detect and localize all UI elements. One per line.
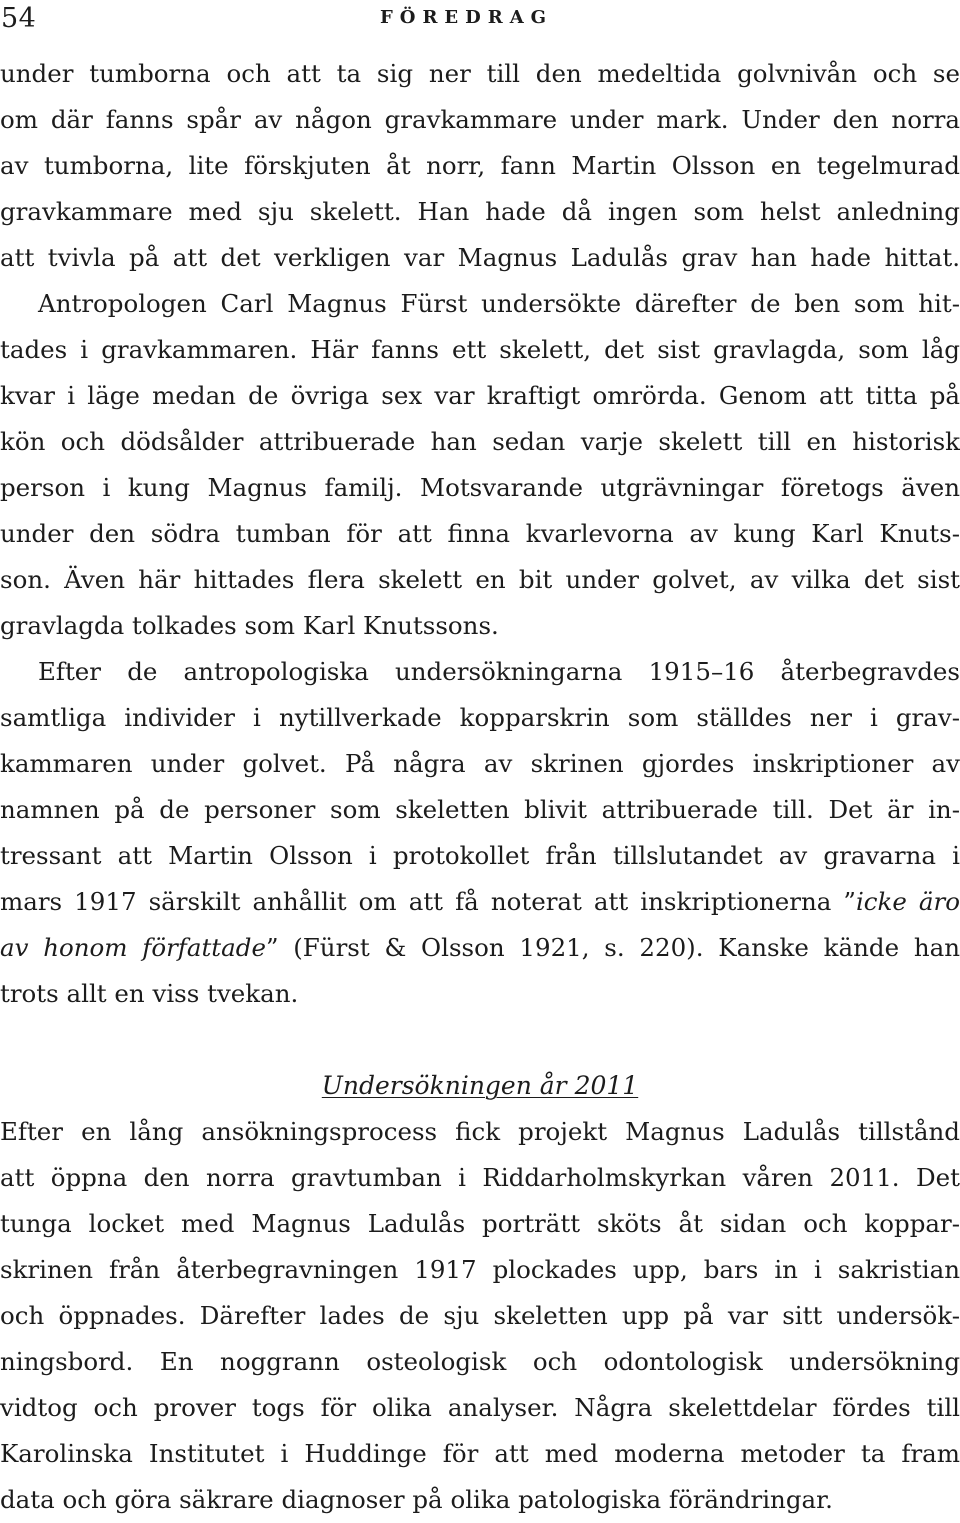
text-line: tressant att Martin Olsson i protokollet från tillslutandet av gravarna i <box>0 841 960 870</box>
text-line: gravkammare med sju skelett. Han hade då ingen som helst anledning <box>0 197 960 226</box>
text-line-quote <box>0 879 960 925</box>
text-line: trots allt en viss tvekan. <box>0 979 299 1008</box>
text-line: Karolinska Institutet i Huddinge för att med moderna metoder ta fram <box>0 1439 960 1468</box>
quote-italic-start: icke äro <box>855 887 960 916</box>
text-line: att öppna den norra gravtumban i Riddarholmskyrkan våren 2011. Det <box>0 1163 960 1192</box>
text-line: under den södra tumban för att finna kvarlevorna av kung Karl Knuts- <box>0 519 960 548</box>
text-line: och öppnades. Därefter lades de sju skeletten upp på var sitt undersök- <box>0 1301 960 1330</box>
text-line: namnen på de personer som skeletten blivit attribuerade till. Det är in- <box>0 795 960 824</box>
text-line: vidtog och prover togs för olika analyser. Några skelettdelar fördes till <box>0 1393 960 1422</box>
text-line: kammaren under golvet. På några av skrinen gjordes inskriptioner av <box>0 749 960 778</box>
section-label: FÖREDRAG <box>380 7 554 28</box>
text-line-paragraph-start: Antropologen Carl Magnus Fürst undersökte därefter de ben som hit- <box>38 289 960 318</box>
text-line-citation <box>0 925 960 971</box>
text-line: tunga locket med Magnus Ladulås porträtt sköts åt sidan och koppar- <box>0 1209 960 1238</box>
page-number: 54 <box>1 3 37 34</box>
text-line: son. Även här hittades flera skelett en bit under golvet, av vilka det sist <box>0 565 960 594</box>
section-heading: Undersökningen år 2011 <box>321 1071 639 1100</box>
text-line: person i kung Magnus familj. Motsvarande utgrävningar företogs även <box>0 473 960 502</box>
spacer <box>0 1017 960 1063</box>
text-line: under tumborna och att ta sig ner till den medeltida golvnivån och se <box>0 59 960 88</box>
text-line: samtliga individer i nytillverkade kopparskrin som ställdes ner i grav- <box>0 703 960 732</box>
quote-italic-end: av honom författade <box>0 933 266 962</box>
running-header <box>0 0 960 40</box>
text-line: om där fanns spår av någon gravkammare under mark. Under den norra <box>0 105 960 134</box>
text-line: Efter en lång ansökningsprocess fick projekt Magnus Ladulås tillstånd <box>0 1117 960 1146</box>
text-line: gravlagda tolkades som Karl Knutssons. <box>0 611 499 640</box>
text-line: av tumborna, lite förskjuten åt norr, fann Martin Olsson en tegelmurad <box>0 151 960 180</box>
quote-line-text: mars 1917 särskilt anhållit om att få noterat att inskriptionerna ” <box>0 887 856 916</box>
text-line: kvar i läge medan de övriga sex var kraftigt omrörda. Genom att titta på <box>0 381 960 410</box>
text-line: data och göra säkrare diagnoser på olika patologiska förändringar. <box>0 1485 833 1514</box>
text-line: ningsbord. En noggrann osteologisk och odontologisk undersökning <box>0 1347 960 1376</box>
text-line: att tvivla på att det verkligen var Magnus Ladulås grav han hade hittat. <box>0 243 960 272</box>
text-line: tades i gravkammaren. Här fanns ett skelett, det sist gravlagda, som låg <box>0 335 960 364</box>
citation-text: ” (Fürst & Olsson 1921, s. 220). Kanske kände han <box>265 933 960 962</box>
body-text <box>0 51 960 1523</box>
text-line-paragraph-start: Efter de antropologiska undersökningarna 1915–16 återbegravdes <box>38 657 960 686</box>
text-line: kön och dödsålder attribuerade han sedan varje skelett till en historisk <box>0 427 960 456</box>
text-line: skrinen från återbegravningen 1917 plockades upp, bars in i sakristian <box>0 1255 960 1284</box>
